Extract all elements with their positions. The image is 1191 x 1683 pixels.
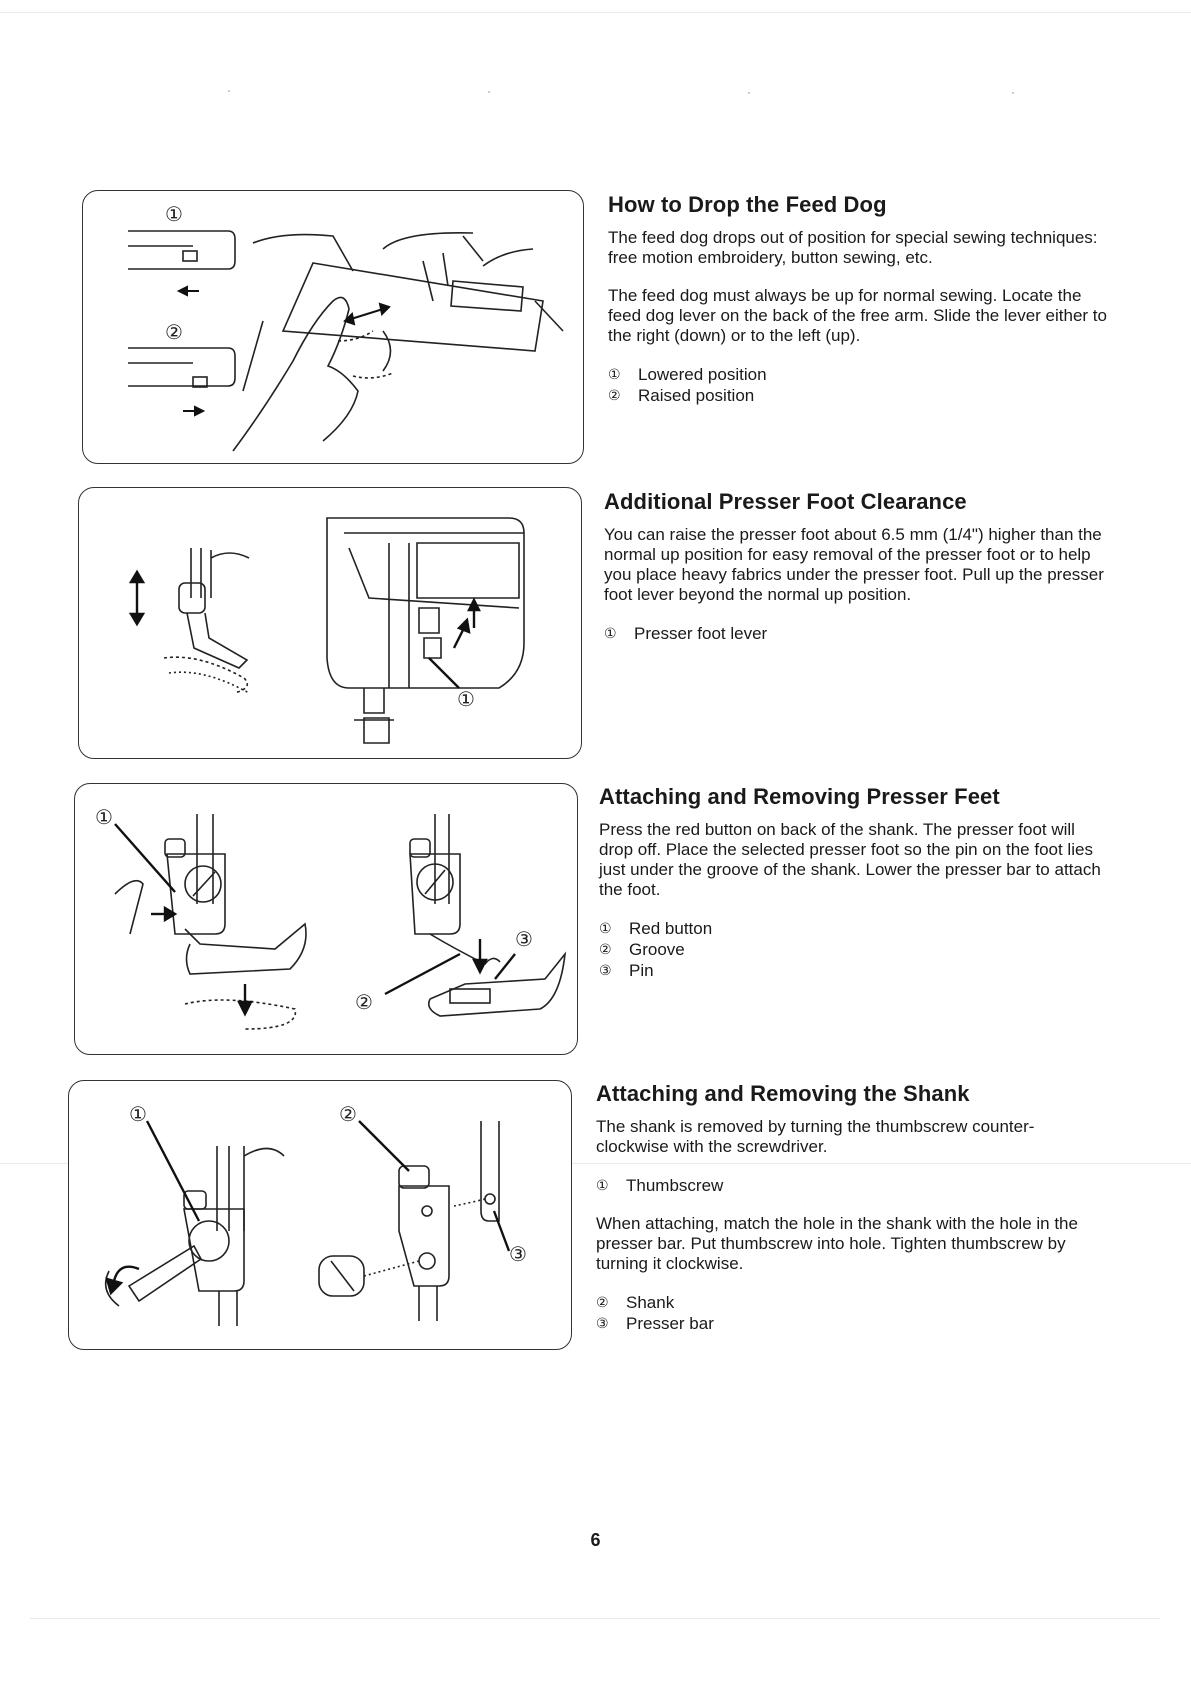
legend-list: [608, 364, 1108, 406]
scan-edge-bottom: [30, 1618, 1160, 1619]
legend-label: Lowered position: [638, 365, 767, 384]
figure-marker-3: ③: [509, 1242, 527, 1266]
figure-marker-2: ②: [339, 1102, 357, 1126]
legend-item: [599, 960, 1104, 981]
section-title: How to Drop the Feed Dog: [608, 192, 887, 217]
legend-item: [596, 1313, 1106, 1334]
legend-label: Thumbscrew: [626, 1176, 724, 1195]
legend-item: [596, 1292, 1106, 1313]
figure-marker-1: ①: [457, 687, 475, 711]
legend-marker: ①: [604, 625, 617, 641]
legend-item: [608, 385, 1108, 406]
presser-feet-illustration: [74, 783, 578, 1055]
legend-marker: ①: [608, 366, 621, 382]
legend-label: Presser foot lever: [634, 624, 768, 643]
shank-illustration: [68, 1080, 572, 1350]
presser-foot-clearance-text: [604, 489, 1104, 662]
legend-label: Presser bar: [626, 1314, 714, 1333]
presser-feet-drawing: [75, 784, 577, 1054]
legend-marker: ②: [599, 941, 612, 957]
page-number: 6: [590, 1530, 601, 1550]
legend-marker: ③: [596, 1315, 609, 1331]
figure-marker-2: ②: [355, 990, 373, 1014]
legend-list: [596, 1175, 1106, 1196]
figure-marker-1: ①: [165, 202, 183, 226]
section-paragraph: The feed dog drops out of position for special sewing techniques: free motion embroidery, button sewing, etc.: [608, 228, 1098, 267]
scan-speck: [1012, 92, 1014, 94]
legend-marker: ③: [599, 962, 612, 978]
section-paragraph: The feed dog must always be up for normal sewing. Locate the feed dog lever on the back of the free arm. Slide the lever either to the right (down) or to the left (up).: [608, 286, 1107, 345]
feed-dog-illustration: [82, 190, 584, 464]
legend-item: [599, 918, 1104, 939]
presser-foot-lever-drawing: [79, 488, 581, 758]
legend-marker: ②: [596, 1294, 609, 1310]
presser-feet-text: [599, 784, 1104, 999]
section-paragraph: You can raise the presser foot about 6.5 mm (1/4") higher than the normal up position for easy removal of the presser foot or to help you place heavy fabrics under the presser foot. Pull up the presser foot lever beyond the normal up position.: [604, 525, 1104, 604]
legend-list: [604, 623, 1104, 644]
shank-text: [596, 1081, 1106, 1352]
legend-marker: ①: [599, 920, 612, 936]
legend-item: [596, 1175, 1106, 1196]
legend-marker: ①: [596, 1177, 609, 1193]
legend-marker: ②: [608, 387, 621, 403]
scan-edge-top: [0, 12, 1191, 13]
feed-dog-drawing: [83, 191, 583, 463]
legend-label: Red button: [629, 919, 713, 938]
legend-item: [608, 364, 1108, 385]
shank-drawing: [69, 1081, 571, 1349]
section-title: Attaching and Removing the Shank: [596, 1081, 970, 1106]
section-paragraph: Press the red button on back of the shank. The presser foot will drop off. Place the selected presser foot so the pin on the foot lies just under the groove of the shank. Lower the presser bar to attach the foot.: [599, 820, 1101, 899]
legend-label: Shank: [626, 1293, 675, 1312]
legend-label: Groove: [629, 940, 685, 959]
legend-list: [599, 918, 1104, 981]
figure-marker-1: ①: [129, 1102, 147, 1126]
section-title: Attaching and Removing Presser Feet: [599, 784, 1000, 809]
legend-item: [604, 623, 1104, 644]
section-paragraph: The shank is removed by turning the thumbscrew counter-clockwise with the screwdriver.: [596, 1117, 1035, 1156]
figure-marker-1: ①: [95, 805, 113, 829]
scan-speck: [228, 90, 230, 92]
figure-marker-3: ③: [515, 927, 533, 951]
scan-speck: [488, 91, 490, 93]
legend-list: [596, 1292, 1106, 1334]
legend-item: [599, 939, 1104, 960]
legend-label: Pin: [629, 961, 654, 980]
feed-dog-text: [608, 192, 1108, 424]
presser-foot-clearance-illustration: [78, 487, 582, 759]
section-paragraph: When attaching, match the hole in the shank with the hole in the presser bar. Put thumbscrew into hole. Tighten thumbscrew by turning it clockwise.: [596, 1214, 1078, 1273]
figure-marker-2: ②: [165, 320, 183, 344]
scan-speck: [748, 92, 750, 94]
section-title: Additional Presser Foot Clearance: [604, 489, 967, 514]
legend-label: Raised position: [638, 386, 755, 405]
